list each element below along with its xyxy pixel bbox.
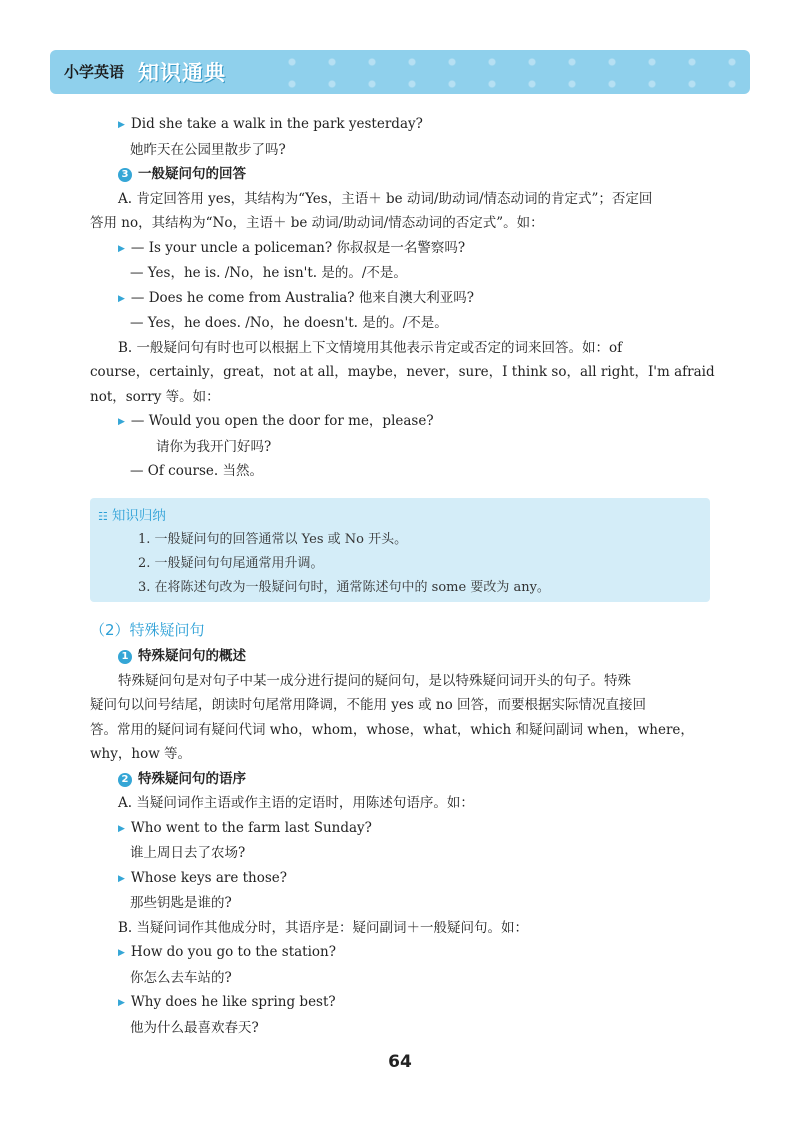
example-line: ▶ — Is your uncle a policeman? 你叔叔是一名警察吗? <box>118 239 466 256</box>
paragraph-line: 答用 no，其结构为“No，主语＋ be 动词/助动词/情态动词的否定式”。如： <box>90 215 544 231</box>
header-series: 小学英语 <box>64 63 125 81</box>
paragraph-line: B. 一般疑问句有时也可以根据上下文情境用其他表示肯定或否定的词来回答。如：of <box>118 339 623 356</box>
paragraph-line: not，sorry 等。如： <box>90 388 220 405</box>
example-answer: — Of course. 当然。 <box>130 463 263 479</box>
example-answer: — Yes，he is. /No，he isn't. 是的。/不是。 <box>130 265 407 281</box>
paragraph-line: A. 当疑问词作主语或作主语的定语时，用陈述句语序。如： <box>118 795 474 811</box>
header-pattern <box>280 50 750 94</box>
example-line: ▶ — Would you open the door for me，please? <box>118 413 434 429</box>
example-line: ▶ Why does he like spring best? <box>118 994 336 1010</box>
example-line: ▶ Who went to the farm last Sunday? <box>118 819 372 836</box>
section-heading: （2）特殊疑问句 <box>90 621 205 639</box>
example-translation: 谁上周日去了农场? <box>130 845 246 861</box>
number-badge: 1 <box>118 650 132 664</box>
example-translation: 你怎么去车站的? <box>130 969 232 986</box>
example-line: ▶ Did she take a walk in the park yesterday? <box>118 116 423 132</box>
summary-item: 2. 一般疑问句句尾通常用升调。 <box>138 556 324 571</box>
bullet-triangle-icon: ▶ <box>118 823 125 834</box>
page-number: 64 <box>388 1052 412 1072</box>
list-icon: ☷ <box>98 510 108 523</box>
subheading: 2 特殊疑问句的语序 <box>90 767 710 792</box>
number-badge: 3 <box>118 168 132 182</box>
page-content <box>90 112 715 484</box>
bullet-triangle-icon: ▶ <box>118 243 125 254</box>
bullet-triangle-icon: ▶ <box>118 873 125 884</box>
summary-item: 1. 一般疑问句的回答通常以 Yes 或 No 开头。 <box>138 532 408 547</box>
paragraph-line: why，how 等。 <box>90 746 192 762</box>
subheading: 3 一般疑问句的回答 <box>90 162 710 187</box>
example-translation: 请你为我开门好吗? <box>156 438 272 455</box>
summary-item: 3. 在将陈述句改为一般疑问句时，通常陈述句中的 some 要改为 any。 <box>138 580 550 595</box>
paragraph-line: B. 当疑问词作其他成分时，其语序是：疑问副词＋一般疑问句。如： <box>118 919 529 936</box>
bullet-triangle-icon: ▶ <box>118 998 125 1008</box>
bullet-triangle-icon: ▶ <box>118 120 125 130</box>
example-line: ▶ Whose keys are those? <box>118 869 288 886</box>
paragraph-line: course，certainly，great，not at all，maybe，never，sure，I think so，all right，I'm afraid <box>90 364 715 380</box>
page-content-2 <box>90 610 710 1040</box>
header-title: 知识通典 <box>138 61 226 85</box>
example-line: ▶ — Does he come from Australia? 他来自澳大利亚吗? <box>118 289 475 306</box>
example-translation: 她昨天在公园里散步了吗? <box>130 141 286 158</box>
subheading: 1 特殊疑问句的概述 <box>90 644 710 669</box>
number-badge: 2 <box>118 773 132 787</box>
bullet-triangle-icon: ▶ <box>118 293 125 304</box>
summary-title: ☷ 知识归纳 <box>98 508 166 524</box>
example-answer: — Yes，he does. /No，he doesn't. 是的。/不是。 <box>130 315 448 331</box>
paragraph-line: 疑问句以问号结尾，朗读时句尾常用降调，不能用 yes 或 no 回答，而要根据实际情况直接回 <box>90 697 647 713</box>
example-line: ▶ How do you go to the station? <box>118 944 336 960</box>
paragraph-line: 特殊疑问句是对句子中某一成分进行提问的疑问句，是以特殊疑问词开头的句子。特殊 <box>118 672 631 689</box>
bullet-triangle-icon: ▶ <box>118 417 125 427</box>
example-translation: 他为什么最喜欢春天? <box>130 1019 259 1036</box>
page-header <box>50 50 750 94</box>
paragraph-line: 答。常用的疑问词有疑问代词 who，whom，whose，what，which 和疑问副词 when，where， <box>90 721 694 738</box>
example-translation: 那些钥匙是谁的? <box>130 895 232 911</box>
summary-box <box>90 498 710 602</box>
paragraph-line: A. 肯定回答用 yes，其结构为“Yes，主语＋ be 动词/助动词/情态动词的肯定式”；否定回 <box>118 190 653 207</box>
bullet-triangle-icon: ▶ <box>118 948 125 958</box>
